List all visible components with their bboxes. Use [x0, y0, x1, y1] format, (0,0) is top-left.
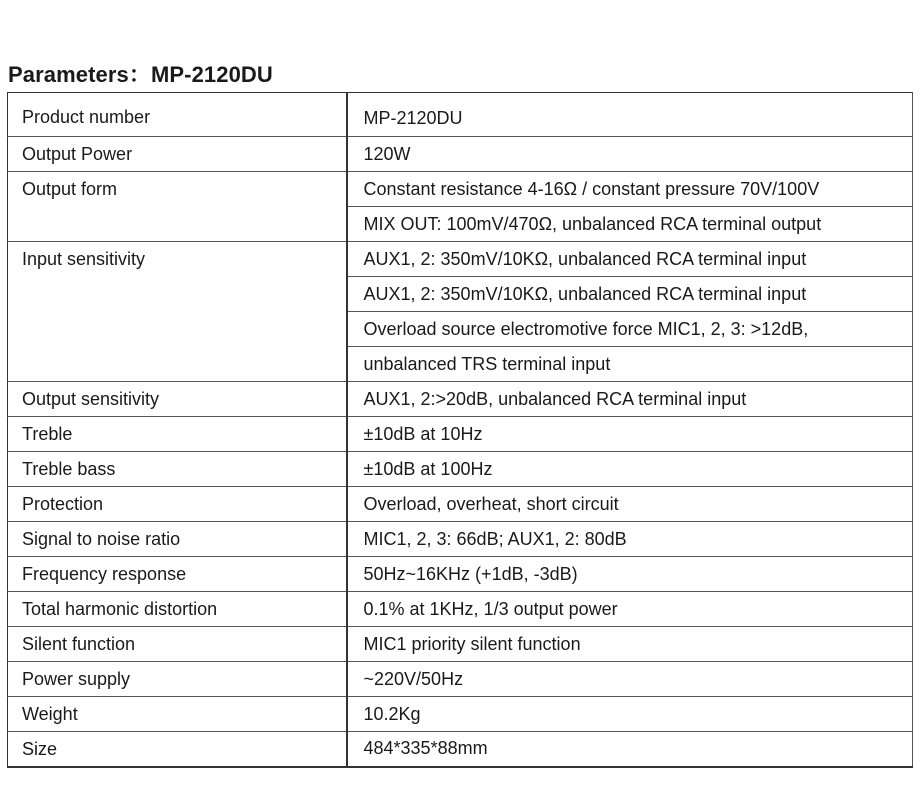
param-value: ~220V/50Hz: [347, 662, 913, 697]
param-label: Protection: [8, 487, 347, 522]
table-row: [8, 662, 913, 697]
param-label: Treble: [8, 417, 347, 452]
table-row: [8, 487, 913, 522]
table-row: [8, 452, 913, 487]
param-label: Size: [8, 732, 347, 767]
param-label: Output Power: [8, 137, 347, 172]
table-row: [8, 242, 913, 277]
param-value: 484*335*88mm: [347, 732, 913, 767]
param-label: Power supply: [8, 662, 347, 697]
param-value: 50Hz~16KHz (+1dB, -3dB): [347, 557, 913, 592]
param-label: Frequency response: [8, 557, 347, 592]
param-value: 0.1% at 1KHz, 1/3 output power: [347, 592, 913, 627]
param-value: AUX1, 2:>20dB, unbalanced RCA terminal input: [347, 382, 913, 417]
param-label: Silent function: [8, 627, 347, 662]
table-row: [8, 732, 913, 767]
param-value: Constant resistance 4-16Ω / constant pressure 70V/100V: [347, 172, 913, 207]
table-row: [8, 93, 913, 137]
table-row: [8, 137, 913, 172]
param-label: Output sensitivity: [8, 382, 347, 417]
param-value: Overload, overheat, short circuit: [347, 487, 913, 522]
param-label: Signal to noise ratio: [8, 522, 347, 557]
page-title: Parameters：MP-2120DU: [8, 62, 273, 87]
parameters-table: [7, 92, 913, 768]
table-row: [8, 557, 913, 592]
param-value: ±10dB at 100Hz: [347, 452, 913, 487]
param-label: Treble bass: [8, 452, 347, 487]
param-label: Weight: [8, 697, 347, 732]
table-row: [8, 382, 913, 417]
param-value: MIC1 priority silent function: [347, 627, 913, 662]
param-label: Output form: [8, 172, 347, 242]
param-value: MIX OUT: 100mV/470Ω, unbalanced RCA terminal output: [347, 207, 913, 242]
param-label: Total harmonic distortion: [8, 592, 347, 627]
table-row: [8, 522, 913, 557]
table-row: [8, 172, 913, 207]
table-row: [8, 627, 913, 662]
param-value: MIC1, 2, 3: 66dB; AUX1, 2: 80dB: [347, 522, 913, 557]
param-value: MP-2120DU: [347, 93, 913, 137]
param-value: 10.2Kg: [347, 697, 913, 732]
param-value: AUX1, 2: 350mV/10KΩ, unbalanced RCA terminal input: [347, 277, 913, 312]
param-value: Overload source electromotive force MIC1, 2, 3: >12dB,: [347, 312, 913, 347]
param-value: unbalanced TRS terminal input: [347, 347, 913, 382]
param-label: Product number: [8, 93, 347, 137]
table-row: [8, 592, 913, 627]
param-label: Input sensitivity: [8, 242, 347, 382]
table-row: [8, 417, 913, 452]
param-value: ±10dB at 10Hz: [347, 417, 913, 452]
table-row: [8, 697, 913, 732]
param-value: AUX1, 2: 350mV/10KΩ, unbalanced RCA terminal input: [347, 242, 913, 277]
param-value: 120W: [347, 137, 913, 172]
